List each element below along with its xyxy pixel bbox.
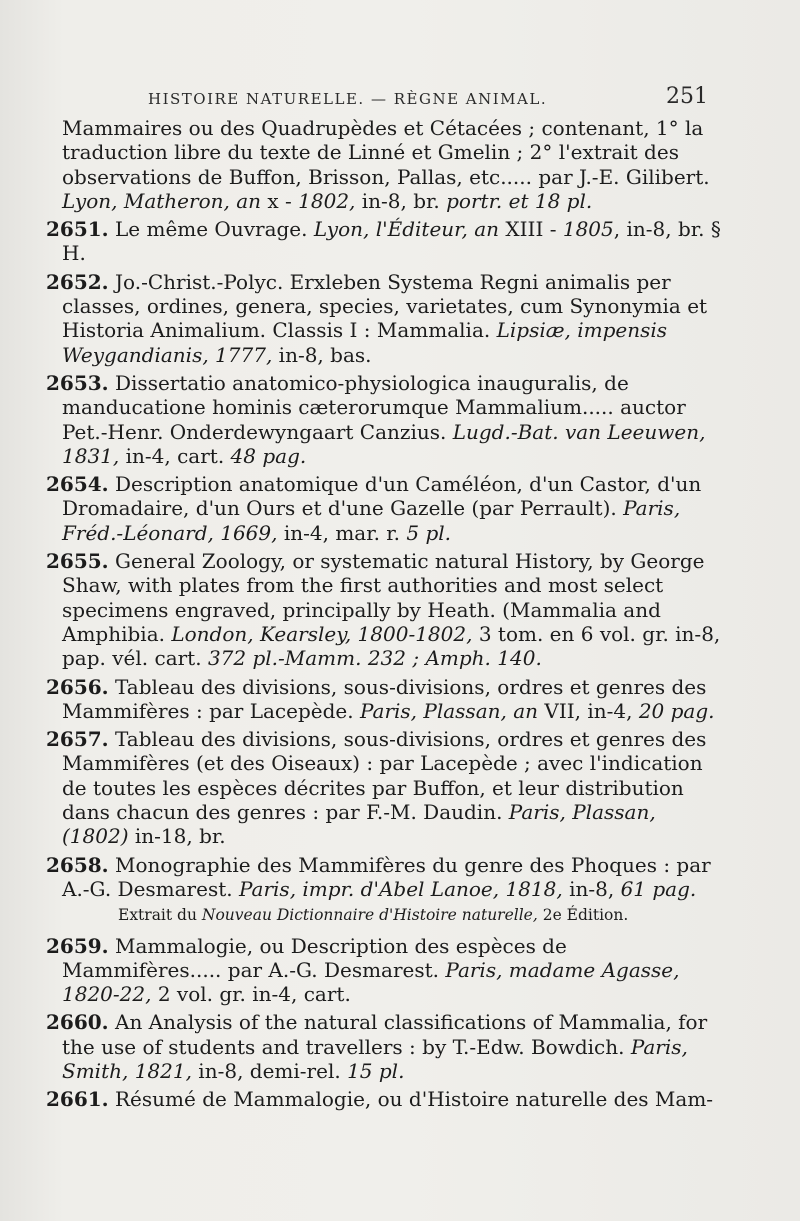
entry-number: 2657. [46, 727, 109, 752]
entry-number: 2653. [46, 370, 109, 395]
entry-number: 2659. [46, 933, 109, 958]
catalogue-entry: 2658. Monographie des Mammifères du genre des Phoques : par A.-G. Desmarest. Paris, impr. d'Abel Lanoe, 1818, in-8, 61 pag. [46, 852, 711, 901]
catalogue-entry: 2652. Jo.-Christ.-Polyc. Erxleben Systema Regni animalis per classes, ordines, genera, species, varietates, cum Synonymia et Historia Animalium. Classis I : Mammalia. Lipsiæ, impensis Weygandianis, 1777, in-8, bas. [46, 269, 708, 367]
page-header [148, 84, 708, 114]
page-number: 251 [666, 84, 708, 109]
entry-number: 2655. [46, 549, 109, 574]
catalogue-entry: Mammaires ou des Quadrupèdes et Cétacées ; contenant, 1° la traduction libre du texte de Linné et Gmelin ; 2° l'extrait des observations de Buffon, Brisson, Pallas, etc..... par J.-E. Gilibert. Lyon, Matheron, an x - 1802, in-8, br. portr. et 18 pl. [62, 116, 710, 213]
entry-number: 2661. [46, 1087, 109, 1112]
catalogue-entry: 2656. Tableau des divisions, sous-divisions, ordres et genres des Mammifères : par Lacepède. Paris, Plassan, an VII, in-4, 20 pag. [46, 674, 715, 723]
catalogue-entry: 2659. Mammalogie, ou Description des espèces de Mammifères..... par A.-G. Desmarest. Paris, madame Agasse, 1820-22, 2 vol. gr. in-4, cart. [46, 933, 680, 1007]
entry-number: 2658. [46, 852, 109, 877]
catalogue-entries [46, 116, 726, 1116]
catalogue-entry: 2654. Description anatomique d'un Caméléon, d'un Castor, d'un Dromadaire, d'un Ours et d'une Gazelle (par Perrault). Paris, Fréd.-Léonard, 1669, in-4, mar. r. 5 pl. [46, 472, 702, 545]
entry-note: Extrait du Nouveau Dictionnaire d'Histoire naturelle, 2e Édition. [118, 906, 629, 925]
entry-number: 2652. [46, 269, 109, 294]
entry-number: 2660. [46, 1010, 109, 1035]
catalogue-entry: 2657. Tableau des divisions, sous-divisions, ordres et genres des Mammifères (et des Oiseaux) : par Lacepède ; avec l'indication de toutes les espèces décrites par Buffon, et leur distribution dans chacun des genres : par F.-M. Daudin. Paris, Plassan, (1802) in-18, br. [46, 727, 707, 849]
running-head: HISTOIRE NATURELLE. — RÈGNE ANIMAL. [148, 90, 548, 108]
entry-number: 2654. [46, 472, 109, 497]
entry-number: 2651. [46, 217, 109, 242]
entry-number: 2656. [46, 674, 109, 699]
catalogue-entry: 2661. Résumé de Mammalogie, ou d'Histoire naturelle des Mam- [46, 1087, 714, 1112]
catalogue-entry: 2653. Dissertatio anatomico-physiologica inauguralis, de manducatione hominis cæterorumque Mammalium..... auctor Pet.-Henr. Onderdewyngaart Canzius. Lugd.-Bat. van Leeuwen, 1831, in-4, cart. 48 pag. [46, 370, 706, 468]
catalogue-entry: 2651. Le même Ouvrage. Lyon, l'Éditeur, an XIII - 1805, in-8, br. § H. [46, 217, 721, 266]
catalogue-entry: 2655. General Zoology, or systematic natural History, by George Shaw, with plates from the first authorities and most select specimens engraved, principally by Heath. (Mammalia and Amphibia. London, Kearsley, 1800-1802, 3 tom. en 6 vol. gr. in-8, pap. vél. cart. 372 pl.-Mamm. 232 ; Amph. 140. [46, 549, 721, 671]
catalogue-entry: 2660. An Analysis of the natural classifications of Mammalia, for the use of students and travellers : by T.-Edw. Bowdich. Paris, Smith, 1821, in-8, demi-rel. 15 pl. [46, 1010, 708, 1083]
